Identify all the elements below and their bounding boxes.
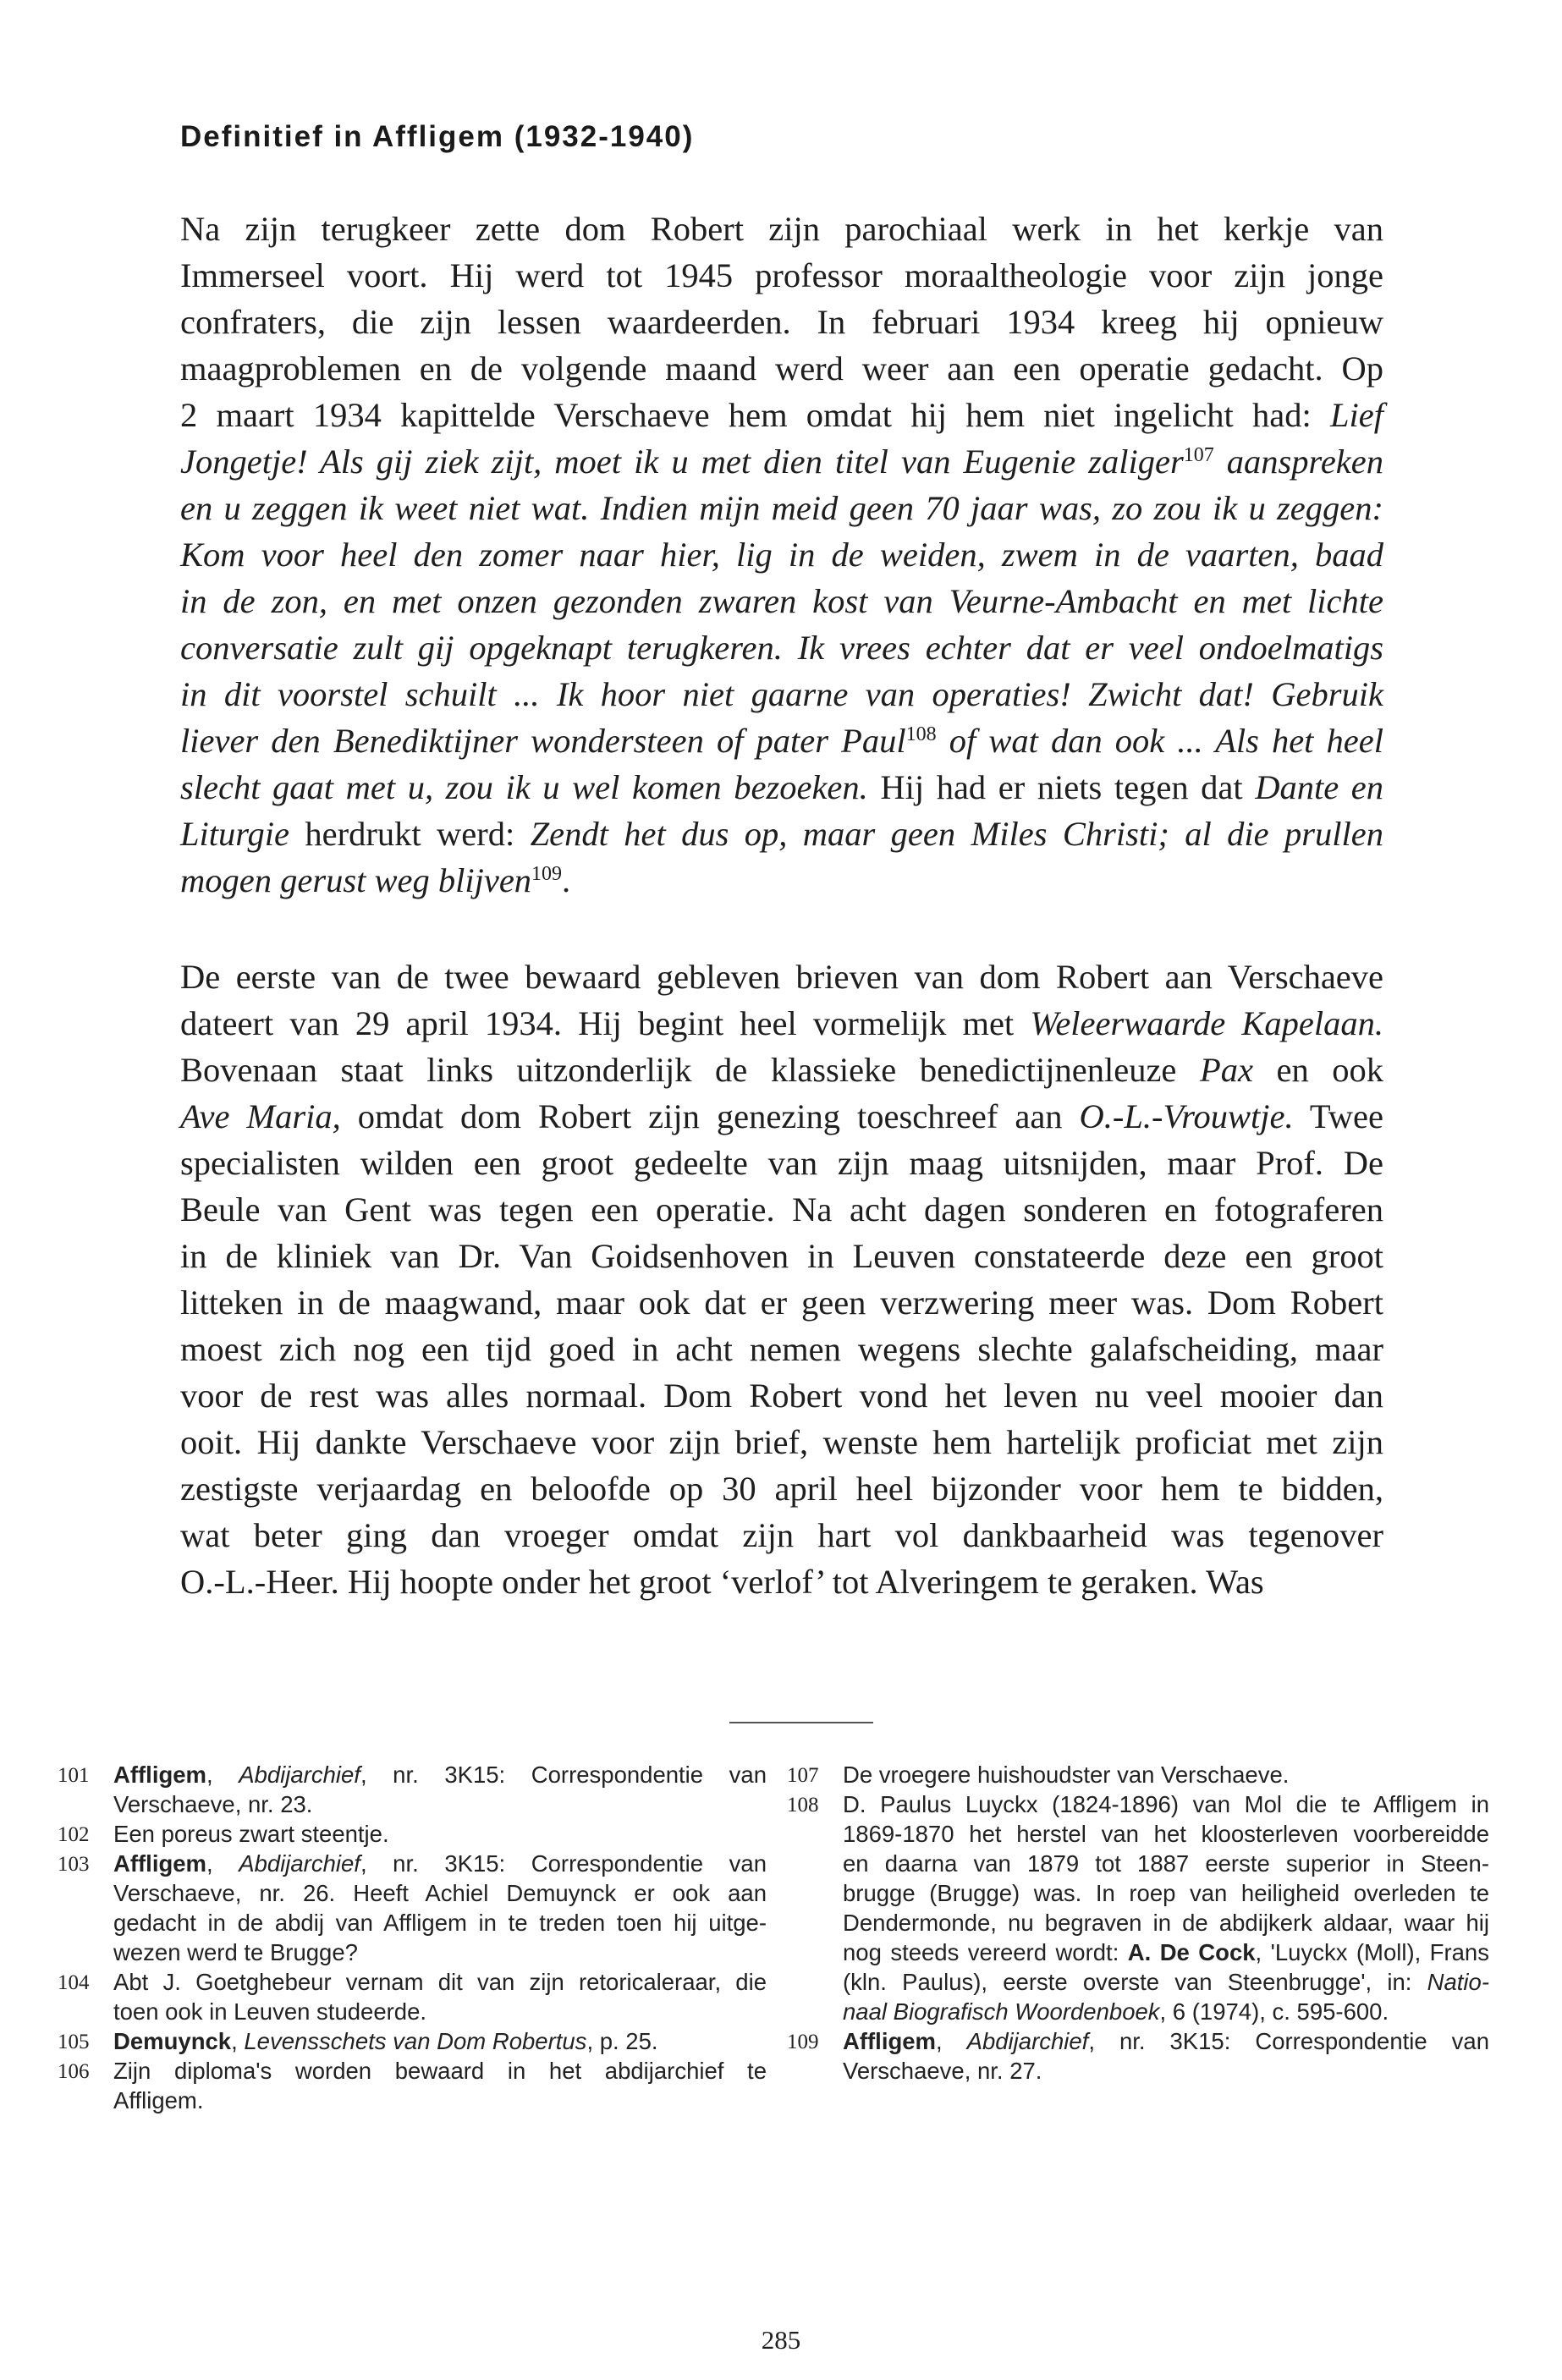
footnote-divider xyxy=(729,1722,873,1723)
text-run: Hij had er niets tegen dat xyxy=(867,768,1256,806)
text-run: Jongetje! Als gij ziek zijt, moet ik u met dien titel van Eugenie zaliger xyxy=(180,442,1184,481)
footnote-reference: 107 xyxy=(1183,444,1214,466)
footnote-line xyxy=(113,1819,767,1849)
text-line xyxy=(180,438,1383,485)
footnote-102 xyxy=(58,1819,767,1849)
text-run: 1869-1870 het herstel van het kloosterleven voorbereidde xyxy=(843,1821,1489,1847)
text-run: Bovenaan staat links uitzonderlijk de klassieke benedictijnenleuze xyxy=(180,1051,1200,1089)
text-run: Verschaeve, nr. 26. Heeft Achiel Demuynck er ook aan xyxy=(113,1880,767,1906)
text-run: , xyxy=(936,2028,967,2054)
text-run: , xyxy=(206,1762,239,1788)
text-run: , 'Luyckx (Moll), Frans xyxy=(1255,1939,1489,1965)
footnote-line xyxy=(113,2056,767,2086)
text-line xyxy=(180,1465,1383,1512)
text-run: voor de rest was alles normaal. Dom Robert vond het leven nu veel mooier dan xyxy=(180,1377,1383,1415)
footnote-101 xyxy=(58,1760,767,1819)
text-run: en daarna van 1879 tot 1887 eerste superior in Steen- xyxy=(843,1850,1489,1877)
text-run: De eerste van de twee bewaard gebleven brieven van dom Robert aan Verschaeve xyxy=(180,958,1383,996)
text-run: , xyxy=(206,1850,239,1877)
text-run: maagproblemen en de volgende maand werd weer aan een operatie gedacht. Op xyxy=(180,349,1383,388)
footnote-line xyxy=(113,2086,767,2115)
paragraph-2 xyxy=(180,954,1383,1605)
text-run: Na zijn terugkeer zette dom Robert zijn parochiaal werk in het kerkje van xyxy=(180,210,1383,248)
text-run: Twee xyxy=(1293,1097,1383,1135)
text-run: conversatie zult gij opgeknapt terugkeren. Ik vrees echter dat er veel ondoelmatigs xyxy=(180,629,1383,667)
text-run: mogen gerust weg blijven xyxy=(180,861,532,899)
text-line xyxy=(180,252,1383,299)
footnote-line xyxy=(113,2026,767,2056)
text-run: of wat dan ook ... Als het heel xyxy=(936,722,1383,760)
footnote-109 xyxy=(787,2026,1489,2086)
text-run: Affligem xyxy=(843,2028,936,2054)
text-run: moest zich nog een tijd goed in acht nemen wegens slechte galafscheiding, maar xyxy=(180,1330,1383,1368)
footnote-line xyxy=(843,2056,1489,2086)
text-line xyxy=(180,1512,1383,1558)
text-run: Verschaeve, nr. 27. xyxy=(843,2058,1042,2084)
footnote-line xyxy=(843,1819,1489,1849)
text-run: gedacht in de abdij van Affligem in te treden toen hij uitge- xyxy=(113,1910,767,1936)
text-line xyxy=(180,485,1383,531)
footnote-reference: 108 xyxy=(905,723,937,745)
text-line xyxy=(180,717,1383,764)
text-run: Immerseel voort. Hij werd tot 1945 professor moraaltheologie voor zijn jonge xyxy=(180,256,1383,294)
text-run: Affligem xyxy=(113,1762,206,1788)
text-line xyxy=(180,1186,1383,1233)
text-line xyxy=(180,1000,1383,1047)
footnote-line xyxy=(843,1908,1489,1938)
text-run: naal Biografisch Woordenboek xyxy=(843,1998,1160,2025)
footnote-reference: 109 xyxy=(531,863,563,885)
text-line xyxy=(180,345,1383,392)
text-run: D. Paulus Luyckx (1824-1896) van Mol die te Affligem in xyxy=(843,1791,1489,1817)
text-run: Ave Maria, xyxy=(180,1097,341,1135)
text-run: aanspreken xyxy=(1213,442,1383,481)
footnote-line xyxy=(843,1967,1489,1997)
footnote-105 xyxy=(58,2026,767,2056)
text-run: Abdijarchief xyxy=(239,1762,360,1788)
text-run: in de kliniek van Dr. Van Goidsenhoven in Leuven constateerde deze een groot xyxy=(180,1237,1383,1275)
paragraph-1 xyxy=(180,206,1383,904)
text-line xyxy=(180,206,1383,252)
text-run: , p. 25. xyxy=(586,2028,658,2054)
text-run: wezen werd te Brugge? xyxy=(113,1939,358,1965)
footnote-line xyxy=(843,1878,1489,1908)
text-run: O.-L.-Heer. Hij hoopte onder het groot ‘verlof’ tot Alveringem te geraken. Was xyxy=(180,1563,1264,1601)
footnote-108 xyxy=(787,1789,1489,2026)
footnote-line xyxy=(113,1967,767,1997)
text-run: in dit voorstel schuilt ... Ik hoor niet gaarne van operaties! Zwicht dat! Gebruik xyxy=(180,675,1383,713)
text-line xyxy=(180,1093,1383,1140)
text-run: , nr. 3K15: Correspondentie van xyxy=(360,1850,767,1877)
footnote-106 xyxy=(58,2056,767,2115)
footnote-line xyxy=(113,1878,767,1908)
text-run: en u zeggen ik weet niet wat. xyxy=(180,489,601,527)
footnote-line xyxy=(113,1760,767,1789)
text-run: Dante en xyxy=(1255,768,1384,806)
footnote-line xyxy=(113,1938,767,1967)
footnote-line xyxy=(113,1789,767,1819)
text-run: liever den Benediktijner wondersteen of pater Paul xyxy=(180,722,906,760)
text-run: Abdijarchief xyxy=(966,2028,1089,2054)
footnote-line xyxy=(113,1997,767,2026)
text-run: Zijn diploma's worden bewaard in het abdijarchief te xyxy=(113,2058,767,2084)
text-run: Verschaeve, nr. 23. xyxy=(113,1791,313,1817)
text-run: confraters, die zijn lessen waardeerden. In februari 1934 kreeg hij opnieuw xyxy=(180,303,1383,341)
footnote-line xyxy=(843,1938,1489,1967)
text-line xyxy=(180,624,1383,671)
text-run: Demuynck xyxy=(113,2028,232,2054)
footnote-107 xyxy=(787,1760,1489,1789)
text-line xyxy=(180,1372,1383,1419)
text-line xyxy=(180,671,1383,717)
footnote-number: 102 xyxy=(58,1823,90,1846)
footnote-number: 103 xyxy=(58,1853,90,1876)
text-run: Abdijarchief xyxy=(239,1850,360,1877)
text-run: slecht gaat met u, zou ik u wel komen bezoeken. xyxy=(180,768,868,806)
text-run: en ook xyxy=(1252,1051,1383,1089)
text-run: omdat dom Robert zijn genezing toeschreef aan xyxy=(340,1097,1080,1135)
text-run: dateert van 29 april 1934. Hij begint heel vormelijk met xyxy=(180,1004,1031,1042)
text-line xyxy=(180,1140,1383,1186)
text-line xyxy=(180,1419,1383,1465)
footnote-line xyxy=(843,1997,1489,2026)
text-run: nog steeds vereerd wordt: xyxy=(843,1939,1128,1965)
page-number: 285 xyxy=(761,2325,801,2355)
footnote-number: 109 xyxy=(787,2031,819,2053)
text-run: , nr. 3K15: Correspondentie van xyxy=(1088,2028,1489,2054)
text-line xyxy=(180,392,1383,438)
text-run: Zendt het dus op, maar geen Miles Christi; al die prullen xyxy=(530,815,1383,853)
text-run: , 6 (1974), c. 595-600. xyxy=(1159,1998,1389,2025)
text-run: O.-L.-Vrouwtje. xyxy=(1079,1097,1294,1135)
text-run: wat beter ging dan vroeger omdat zijn hart vol dankbaarheid was tegenover xyxy=(180,1516,1383,1554)
text-run: Weleerwaarde Kapelaan. xyxy=(1030,1004,1384,1042)
text-line xyxy=(180,857,1383,904)
footnote-line xyxy=(843,1849,1489,1878)
text-run: litteken in de maagwand, maar ook dat er geen verzwering meer was. Dom Robert xyxy=(180,1283,1383,1322)
text-run: Dendermonde, nu begraven in de abdijkerk aldaar, waar hij xyxy=(843,1910,1489,1936)
text-line xyxy=(180,1233,1383,1279)
text-line xyxy=(180,299,1383,345)
text-run: Liturgie xyxy=(180,815,290,853)
text-run: zestigste verjaardag en beloofde op 30 april heel bijzonder voor hem te bidden, xyxy=(180,1470,1383,1508)
text-line xyxy=(180,954,1383,1000)
text-run: Abt J. Goetghebeur vernam dit van zijn retoricaleraar, die xyxy=(113,1969,767,1995)
footnote-line xyxy=(843,1760,1489,1789)
text-run: Pax xyxy=(1199,1051,1253,1089)
footnote-number: 105 xyxy=(58,2031,90,2053)
text-run: A. De Cock xyxy=(1127,1939,1256,1965)
text-run: Indien mijn meid geen 70 jaar was, zo zou ik u zeggen: xyxy=(600,489,1383,527)
text-run: specialisten wilden een groot gedeelte van zijn maag uitsnijden, maar Prof. De xyxy=(180,1144,1383,1182)
text-run: Lief xyxy=(1329,396,1383,434)
text-run: toen ook in Leuven studeerde. xyxy=(113,1998,427,2025)
footnote-number: 101 xyxy=(58,1764,90,1787)
footnote-103 xyxy=(58,1849,767,1967)
text-run: Een poreus zwart steentje. xyxy=(113,1821,389,1847)
text-run: , nr. 3K15: Correspondentie van xyxy=(360,1762,767,1788)
text-run: herdrukt werd: xyxy=(289,815,531,853)
text-run: in de zon, en met onzen gezonden zwaren kost van Veurne-Ambacht en met lichte xyxy=(180,582,1383,620)
text-run: Beule van Gent was tegen een operatie. Na acht dagen sonderen en fotograferen xyxy=(180,1190,1383,1228)
text-line xyxy=(180,578,1383,624)
text-run: Levensschets van Dom Robertus xyxy=(244,2028,587,2054)
text-run: De vroegere huishoudster van Verschaeve. xyxy=(843,1762,1290,1788)
text-line xyxy=(180,1326,1383,1372)
text-run: 2 maart 1934 kapittelde Verschaeve hem omdat hij hem niet ingelicht had: xyxy=(180,396,1330,434)
footnote-line xyxy=(843,1789,1489,1819)
text-line xyxy=(180,811,1383,857)
text-line xyxy=(180,1279,1383,1326)
section-heading: Definitief in Affligem (1932-1940) xyxy=(180,120,695,153)
text-line xyxy=(180,764,1383,811)
footnote-number: 104 xyxy=(58,1971,90,1994)
text-line xyxy=(180,1047,1383,1093)
footnote-line xyxy=(843,2026,1489,2056)
footnote-line xyxy=(113,1849,767,1878)
text-run: . xyxy=(562,861,571,899)
text-run: Affligem. xyxy=(113,2087,204,2113)
text-run: Affligem xyxy=(113,1850,206,1877)
text-run: ooit. Hij dankte Verschaeve voor zijn brief, wenste hem hartelijk proficiat met zijn xyxy=(180,1423,1383,1461)
footnote-104 xyxy=(58,1967,767,2026)
text-run: brugge (Brugge) was. In roep van heiligheid overleden te xyxy=(843,1880,1489,1906)
text-run: Kom voor heel den zomer naar hier, lig in de weiden, zwem in de vaarten, baad xyxy=(180,536,1383,574)
text-run: Natio- xyxy=(1427,1969,1489,1995)
footnotes-right-column xyxy=(787,1760,1489,2086)
text-line xyxy=(180,1558,1383,1605)
text-run: , xyxy=(231,2028,245,2054)
text-line xyxy=(180,531,1383,578)
footnote-line xyxy=(113,1908,767,1938)
footnote-number: 107 xyxy=(787,1764,819,1787)
footnotes-left-column xyxy=(58,1760,767,2115)
footnote-number: 106 xyxy=(58,2060,90,2083)
footnote-number: 108 xyxy=(787,1794,819,1817)
text-run: (kln. Paulus), eerste overste van Steenbrugge', in: xyxy=(843,1969,1427,1995)
